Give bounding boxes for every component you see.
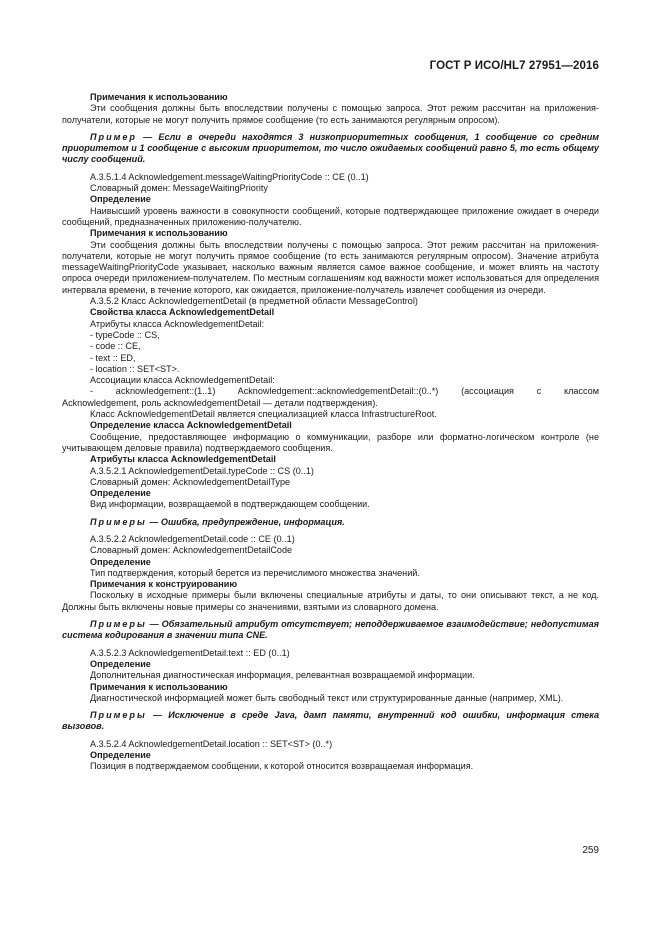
class-heading: A.3.5.2 Класс AcknowledgementDetail (в предметной области MessageControl)	[90, 296, 418, 307]
paragraph: Эти сообщения должны быть впоследствии получены с помощью запроса. Этот режим рассчитан на приложения-получатели, которые не могут получить прямое сообщение (то есть занимаются регулярным опросом).	[62, 103, 599, 125]
paragraph: Дополнительная диагностическая информация, релевантная возвращаемой информации.	[90, 670, 475, 681]
example-label: Примеры	[90, 619, 147, 630]
example-block	[62, 710, 599, 733]
usage-notes-heading: Примечания к использованию	[90, 92, 228, 102]
paragraph: Класс AcknowledgementDetail является специализацией класса InfrastructureRoot.	[90, 409, 437, 420]
definition-heading: Определение	[90, 658, 151, 669]
list-item: - code :: CE,	[90, 341, 141, 352]
paragraph: Сообщение, предоставляющее информацию о коммуникации, разборе или форматно-логическом контроле (не учитывающем деловые правила) подтверждаемого сообщения.	[62, 431, 599, 453]
example-label: Пример	[90, 131, 137, 142]
vocabulary-domain: Словарный домен: AcknowledgementDetailCode	[90, 545, 293, 556]
definition-heading: Определение	[90, 556, 151, 567]
paragraph: Диагностической информацией может быть свободный текст или структурированные данные (например, XML).	[90, 692, 564, 703]
vocabulary-domain: Словарный домен: MessageWaitingPriority	[90, 183, 268, 194]
paragraph: Тип подтверждения, который берется из перечислимого множества значений.	[90, 567, 420, 578]
definition-heading: Определение	[90, 750, 151, 761]
paragraph: Поскольку в исходные примеры были включены специальные атрибуты и даты, то они описывают текст, а не код. Должны быть включены новые примеры со значениями, взятыми из словарного домена.	[62, 590, 599, 612]
example-label: Примеры	[90, 710, 147, 721]
example-block	[62, 619, 599, 642]
definition-heading: Определение	[90, 194, 151, 205]
paragraph: Позиция в подтверждаемом сообщении, к которой относится возвращаемая информация.	[90, 761, 474, 772]
vocabulary-domain: Словарный домен: AcknowledgementDetailType	[90, 476, 291, 487]
paragraph: Вид информации, возвращаемой в подтверждающем сообщении.	[90, 499, 370, 510]
association-line: - acknowledgement::(1..1) Acknowledgement::acknowledgementDetail::(0..*) (ассоциация с классом	[90, 386, 599, 397]
construction-notes-heading: Примечания к конструированию	[90, 579, 238, 590]
usage-notes-heading: Примечания к использованию	[90, 228, 228, 239]
example-label: Примеры	[90, 516, 147, 527]
usage-notes-heading: Примечания к использованию	[90, 681, 228, 692]
attribute-heading: A.3.5.2.1 AcknowledgementDetail.typeCode :: CS (0..1)	[90, 465, 314, 476]
attribute-heading: A.3.5.1.4 Acknowledgement.messageWaitingPriorityCode :: CE (0..1)	[90, 171, 369, 182]
example-text: — Если в очереди находятся 3 низкоприоритетных сообщения, 1 сообщение со средним приоритетом и 1 сообщение с высоким приоритетом, то число ожидаемых сообщений равно 5, то есть общему числу сообщений.	[62, 131, 599, 165]
class-properties-heading: Свойства класса AcknowledgementDetail	[90, 307, 275, 318]
example-block	[62, 517, 599, 528]
attribute-heading: A.3.5.2.3 AcknowledgementDetail.text :: ED (0..1)	[90, 647, 290, 658]
page-number: 259	[582, 845, 599, 856]
definition-heading: Определение	[90, 488, 151, 499]
class-definition-heading: Определение класса AcknowledgementDetail	[90, 420, 292, 431]
page-content	[62, 92, 599, 773]
document-header: ГОСТ Р ИСО/HL7 27951—2016	[429, 60, 599, 72]
list-item: - typeCode :: CS,	[90, 329, 160, 340]
example-text: — Ошибка, предупреждение, информация.	[146, 516, 345, 527]
list-item: - text :: ED,	[90, 352, 136, 363]
association-line: Acknowledgement, роль acknowledgementDetail — детали подтверждения).	[62, 397, 378, 408]
list-item: - location :: SET<ST>.	[90, 363, 180, 374]
paragraph: Ассоциации класса AcknowledgementDetail:	[90, 375, 275, 386]
attribute-heading: A.3.5.2.2 AcknowledgementDetail.code :: CE (0..1)	[90, 533, 295, 544]
class-attributes-heading: Атрибуты класса AcknowledgementDetail	[90, 454, 276, 465]
paragraph: Эти сообщения должны быть впоследствии получены с помощью запроса. Этот режим рассчитан на приложения-получатели, которые не могут получить прямое сообщение (то есть занимаются регулярным опросом). Значение атрибута messageWaitingPriorityCode указывает, насколько важным является самое важное сообщение, и может влиять на частоту опроса очереди приложением-получателем. По местным соглашениям код важности может использоваться для определения интервала времени, в течение которого, как ожидается, приложение-получатель извлечет сообщения из очереди.	[62, 239, 599, 295]
example-text: — Обязательный атрибут отсутствует; неподдерживаемое взаимодействие; недопустимая система кодирования в значении типа CNE.	[62, 619, 599, 641]
example-text: — Исключение в среде Java, дамп памяти, внутренний код ошибки, информация стека вызовов.	[62, 710, 599, 732]
paragraph: Атрибуты класса AcknowledgementDetail:	[90, 318, 265, 329]
paragraph: Наивысший уровень важности в совокупности сообщений, которые подтверждающее приложение ожидает в очереди сообщений, предназначенных приложению-получателю.	[62, 205, 599, 227]
attribute-heading: A.3.5.2.4 AcknowledgementDetail.location :: SET<ST> (0..*)	[90, 738, 333, 749]
example-block	[62, 132, 599, 166]
